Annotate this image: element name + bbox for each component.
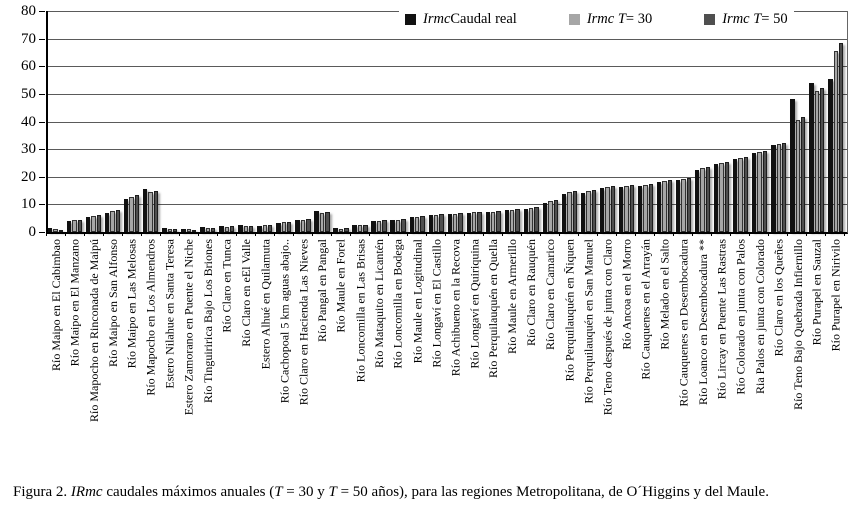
bar xyxy=(839,43,843,232)
bar xyxy=(301,220,305,232)
x-axis-category-label: Río Perquilauquén en Quella xyxy=(486,239,501,378)
bar xyxy=(771,145,775,232)
x-axis-category-label: Río Melado en el Salto xyxy=(657,239,672,350)
bar xyxy=(505,210,509,232)
x-axis-category-label: Río Maule en Armerillo xyxy=(505,239,520,354)
bar xyxy=(116,210,120,232)
legend-swatch-icon xyxy=(405,14,416,25)
bar xyxy=(420,216,424,232)
x-axis-tick xyxy=(807,232,826,236)
x-axis-category-label: Río Purapel en Sauzal xyxy=(809,239,824,346)
bar xyxy=(524,209,528,232)
bar xyxy=(429,215,433,232)
x-axis-category-label: Río Cauquenes en Desembocadura xyxy=(676,239,691,407)
bar xyxy=(815,91,819,232)
x-axis-category-label: Río Maipo en Las Melosas xyxy=(124,239,139,369)
x-axis-tick xyxy=(541,232,560,236)
x-axis-category-label: Río Longaví en El Castillo xyxy=(429,239,444,368)
bar-group xyxy=(160,11,179,232)
bar xyxy=(396,220,400,232)
x-axis-category-label: Río Mapocho en Rinconada de Maipú xyxy=(86,239,101,422)
x-axis-category-label: Río Loncomilla en Bodega xyxy=(391,239,406,369)
bar xyxy=(738,158,742,232)
x-axis-tick xyxy=(389,232,408,236)
bar xyxy=(282,222,286,232)
bar xyxy=(78,220,82,232)
bar xyxy=(458,213,462,232)
y-axis-tick-label: 60 xyxy=(21,58,36,75)
x-axis-tick xyxy=(788,232,807,236)
bar-group xyxy=(198,11,217,232)
bar xyxy=(567,192,571,232)
x-axis-category-label: Río Loncomilla en Las Brisas xyxy=(353,239,368,383)
x-axis-category-label: Río Ancoa en el Morro xyxy=(619,239,634,350)
x-axis-tick xyxy=(180,232,199,236)
bar xyxy=(777,144,781,232)
x-axis-category-label: Río Perquilauquén en San Manuel xyxy=(581,239,596,404)
x-axis-category-label: Río Achibueno en la Recova xyxy=(448,239,463,377)
x-axis-tick xyxy=(408,232,427,236)
bar xyxy=(325,212,329,232)
bar-group xyxy=(179,11,198,232)
bar-group xyxy=(370,11,389,232)
bar xyxy=(448,214,452,232)
x-axis-tick xyxy=(370,232,389,236)
bar xyxy=(390,220,394,232)
x-axis-category-label: Río Mataquito en Licantén xyxy=(372,239,387,368)
x-axis-category-label: Río Cauquenes en el Arrayán xyxy=(638,239,653,380)
x-axis-category-label: Estero Alhué en Quilamuta xyxy=(257,239,272,370)
bar-group xyxy=(598,11,617,232)
bar xyxy=(548,201,552,232)
x-axis-tick xyxy=(427,232,446,236)
x-axis-category-label: Río Maipo en El Cabimbao xyxy=(48,239,63,371)
bar xyxy=(796,120,800,232)
x-axis-tick xyxy=(142,232,161,236)
x-axis-category-label: Río Claro en Hacienda Las Nieves xyxy=(295,239,310,406)
bar xyxy=(706,167,710,232)
bar xyxy=(752,153,756,232)
bar xyxy=(662,181,666,232)
bar-group xyxy=(636,11,655,232)
bar xyxy=(439,214,443,232)
bar xyxy=(320,213,324,232)
bar xyxy=(828,79,832,232)
bar-group xyxy=(427,11,446,232)
bar xyxy=(238,225,242,232)
bar xyxy=(415,217,419,232)
bar-group xyxy=(693,11,712,232)
bar-group xyxy=(522,11,541,232)
bar-group xyxy=(655,11,674,232)
bar xyxy=(352,225,356,232)
bar-group xyxy=(293,11,312,232)
x-axis-tick xyxy=(522,232,541,236)
x-axis-category-label: Río Longaví en Quiriquina xyxy=(467,239,482,369)
bar xyxy=(700,168,704,232)
bar xyxy=(592,190,596,232)
bar-group xyxy=(712,11,731,232)
bar-group xyxy=(274,11,293,232)
x-axis-tick xyxy=(655,232,674,236)
x-axis-tick xyxy=(503,232,522,236)
bar-group xyxy=(750,11,769,232)
y-axis-tick xyxy=(39,11,45,12)
legend-entry xyxy=(569,11,652,28)
y-axis-tick-label: 80 xyxy=(21,3,36,19)
x-axis-tick xyxy=(123,232,142,236)
x-axis-tick xyxy=(294,232,313,236)
caption-text: = 30 y xyxy=(282,484,329,500)
x-axis-tick xyxy=(351,232,370,236)
bar-group xyxy=(541,11,560,232)
bar xyxy=(105,213,109,232)
bar xyxy=(496,211,500,232)
bar xyxy=(695,170,699,232)
bar-group xyxy=(103,11,122,232)
legend-label: Irmc T xyxy=(722,11,762,27)
bar xyxy=(600,188,604,232)
bar xyxy=(630,185,634,232)
x-axis-category-label: Río Purapel en Nirivilo xyxy=(828,239,843,352)
bar xyxy=(725,162,729,232)
bar xyxy=(643,185,647,232)
bar xyxy=(657,182,661,232)
caption-text: Figura 2. xyxy=(13,484,71,500)
x-axis-tick xyxy=(66,232,85,236)
legend-swatch-icon xyxy=(704,14,715,25)
bar xyxy=(143,189,147,232)
caption-text: T xyxy=(274,484,283,500)
bar xyxy=(529,208,533,232)
y-axis-tick xyxy=(39,94,45,95)
bar xyxy=(268,225,272,232)
legend-swatch-icon xyxy=(569,14,580,25)
y-axis-tick xyxy=(39,232,45,233)
x-axis-category-label: Estero Zamorano en Puente el Niche xyxy=(181,239,196,416)
x-axis-tick xyxy=(199,232,218,236)
bar xyxy=(605,187,609,232)
x-axis-category-label: Ria Palos en junta con Colorado xyxy=(752,239,767,394)
x-axis-tick xyxy=(750,232,769,236)
x-axis-category-label: Río Maipo en El Manzano xyxy=(67,239,82,367)
bar xyxy=(543,203,547,232)
bar xyxy=(611,186,615,232)
bar xyxy=(363,225,367,232)
y-axis-tick xyxy=(39,122,45,123)
figure-caption xyxy=(13,483,847,502)
bar xyxy=(467,213,471,232)
bar xyxy=(124,199,128,232)
bar xyxy=(477,212,481,232)
y-axis-tick-label: 40 xyxy=(21,113,36,130)
bar-group xyxy=(65,11,84,232)
bar xyxy=(67,221,71,232)
bar xyxy=(534,207,538,232)
bar-group xyxy=(446,11,465,232)
caption-text: = 50 años), para las regiones Metropolitana, de O´Higgins y del Maule. xyxy=(336,484,769,500)
bar xyxy=(453,214,457,233)
x-axis-category-label: Río Maule en Logitudinal xyxy=(410,239,425,364)
x-axis-category-label: Río Loanco en Desembocadura ** xyxy=(695,239,710,405)
bar xyxy=(86,217,90,232)
bar-group xyxy=(617,11,636,232)
x-axis-tick xyxy=(161,232,180,236)
bar-group xyxy=(331,11,350,232)
bar xyxy=(472,212,476,232)
x-axis-tick xyxy=(598,232,617,236)
y-axis-tick xyxy=(39,39,45,40)
x-axis-tick xyxy=(104,232,123,236)
x-axis-tick xyxy=(275,232,294,236)
bar xyxy=(154,191,158,232)
bar xyxy=(820,88,824,232)
x-axis-ticks xyxy=(46,232,845,236)
y-axis-tick-label: 50 xyxy=(21,85,36,102)
x-axis-category-label: Río Tinguiririca Bajo Los Briones xyxy=(200,239,215,404)
x-axis-tick xyxy=(46,232,66,236)
legend-entry xyxy=(704,11,787,28)
bar-group xyxy=(217,11,236,232)
x-axis-labels xyxy=(46,237,845,473)
y-axis-tick-label: 0 xyxy=(28,224,36,240)
bar-group xyxy=(389,11,408,232)
bar xyxy=(619,187,623,232)
bar xyxy=(719,163,723,232)
bar xyxy=(91,216,95,232)
bar-group xyxy=(826,11,845,232)
y-axis-tick xyxy=(39,66,45,67)
y-axis-tick-label: 30 xyxy=(21,141,36,158)
y-axis-tick xyxy=(39,204,45,205)
bar xyxy=(668,180,672,232)
bar xyxy=(358,225,362,232)
bar xyxy=(573,191,577,232)
bar-group xyxy=(674,11,693,232)
caption-text: caudales máximos anuales ( xyxy=(102,484,275,500)
legend-label: = 50 xyxy=(761,11,788,27)
bar-group xyxy=(731,11,750,232)
bar xyxy=(401,219,405,232)
x-axis-category-label: Río Teno después de junta con Claro xyxy=(600,239,615,416)
bar-group xyxy=(255,11,274,232)
x-axis-tick xyxy=(313,232,332,236)
bar-group xyxy=(503,11,522,232)
x-axis-category-label: Río Claro en eEl Valle xyxy=(238,239,253,347)
x-axis-category-label: Río Claro en Rauquén xyxy=(524,239,539,346)
bar xyxy=(714,164,718,232)
bar-group xyxy=(122,11,141,232)
x-axis-tick xyxy=(636,232,655,236)
legend-label: = 30 xyxy=(625,11,653,27)
bar-group xyxy=(465,11,484,232)
x-axis-tick xyxy=(579,232,598,236)
legend-label: Irmc T xyxy=(586,11,626,27)
bar xyxy=(97,215,101,232)
bar xyxy=(790,99,794,232)
x-axis-tick xyxy=(85,232,104,236)
x-axis-tick xyxy=(617,232,636,236)
y-axis-tick xyxy=(39,149,45,150)
bar xyxy=(782,143,786,232)
x-axis-tick xyxy=(693,232,712,236)
x-axis-category-label: Río Perquilauquén en Ñiquen xyxy=(562,239,577,382)
x-axis-tick xyxy=(446,232,465,236)
bar-group xyxy=(788,11,807,232)
legend-label: Irmc xyxy=(423,11,451,27)
caption-text: IRmc xyxy=(70,484,103,500)
x-axis-tick xyxy=(218,232,237,236)
x-axis-category-label: Río Claro en los Queñes xyxy=(771,239,786,357)
bar xyxy=(562,194,566,232)
bar xyxy=(486,212,490,232)
bar xyxy=(110,211,114,232)
x-axis-category-label: Río Colorado en junta con Palos xyxy=(733,239,748,395)
bar-group xyxy=(141,11,160,232)
bar xyxy=(295,220,299,232)
bar-groups xyxy=(46,11,845,232)
x-axis-tick xyxy=(769,232,788,236)
x-axis-category-label: Río Maipo en San Alfonso xyxy=(105,239,120,367)
bar xyxy=(763,151,767,232)
bar xyxy=(834,51,838,232)
bar xyxy=(687,178,691,232)
bar-group xyxy=(807,11,826,232)
legend-label: Caudal real xyxy=(450,11,517,27)
bar xyxy=(129,197,133,232)
bar xyxy=(554,200,558,232)
x-axis-tick xyxy=(731,232,750,236)
bar-group xyxy=(484,11,503,232)
bar-group xyxy=(579,11,598,232)
bar-group xyxy=(236,11,255,232)
bar xyxy=(809,83,813,232)
bar xyxy=(434,215,438,232)
x-axis-tick xyxy=(826,232,845,236)
bar xyxy=(586,191,590,232)
bar xyxy=(410,217,414,232)
bar xyxy=(638,186,642,232)
x-axis-category-label: Río Teno Bajo Quebrada Infiernillo xyxy=(790,239,805,410)
bar xyxy=(801,117,805,232)
bar-group xyxy=(312,11,331,232)
bar-group xyxy=(560,11,579,232)
x-axis-tick xyxy=(712,232,731,236)
bar xyxy=(681,179,685,232)
bar xyxy=(276,223,280,232)
bar xyxy=(624,186,628,232)
bar xyxy=(377,221,381,232)
bar xyxy=(744,157,748,232)
bar xyxy=(306,219,310,232)
x-axis-tick xyxy=(674,232,693,236)
bar-group xyxy=(84,11,103,232)
x-axis-tick xyxy=(256,232,275,236)
bar xyxy=(733,159,737,232)
bar xyxy=(263,225,267,232)
bar xyxy=(72,220,76,232)
bar-group xyxy=(46,11,65,232)
x-axis-tick xyxy=(237,232,256,236)
bar xyxy=(135,195,139,232)
bar xyxy=(676,180,680,232)
y-axis-tick-label: 70 xyxy=(21,30,36,47)
legend xyxy=(399,9,794,30)
bar xyxy=(491,212,495,232)
x-axis-category-label: Río Mapocho en Los Almendros xyxy=(143,239,158,396)
x-axis-tick xyxy=(560,232,579,236)
x-axis-category-label: Río Claro en Tunca xyxy=(219,239,234,333)
bar-group xyxy=(408,11,427,232)
x-axis-tick xyxy=(465,232,484,236)
caption-text: T xyxy=(328,484,337,500)
bar xyxy=(382,220,386,232)
bar xyxy=(510,210,514,232)
y-axis-tick-label: 10 xyxy=(21,196,36,213)
x-axis-category-label: Río Pangal en Pangal xyxy=(314,239,329,342)
bar-group xyxy=(351,11,370,232)
x-axis-tick xyxy=(332,232,351,236)
bar xyxy=(757,152,761,232)
bar xyxy=(314,211,318,232)
bar xyxy=(649,184,653,232)
x-axis-category-label: Río Cachopoal 5 km aguas abajo.. xyxy=(276,239,291,404)
bar xyxy=(287,222,291,232)
bar-group xyxy=(769,11,788,232)
x-axis-category-label: Río Claro en Camarico xyxy=(543,239,558,350)
x-axis-tick xyxy=(484,232,503,236)
x-axis-category-label: Río Maule en Forel xyxy=(334,239,348,333)
x-axis-category-label: Río Lircay en Puente Las Rastras xyxy=(714,239,729,400)
bar xyxy=(515,209,519,232)
x-axis-category-label: Estero Nilahue en Santa Teresa xyxy=(162,239,177,389)
bar xyxy=(148,192,152,232)
y-axis-tick-label: 20 xyxy=(21,168,36,185)
legend-entry xyxy=(405,11,517,28)
bar xyxy=(581,193,585,232)
bar xyxy=(371,221,375,232)
y-axis-tick xyxy=(39,177,45,178)
